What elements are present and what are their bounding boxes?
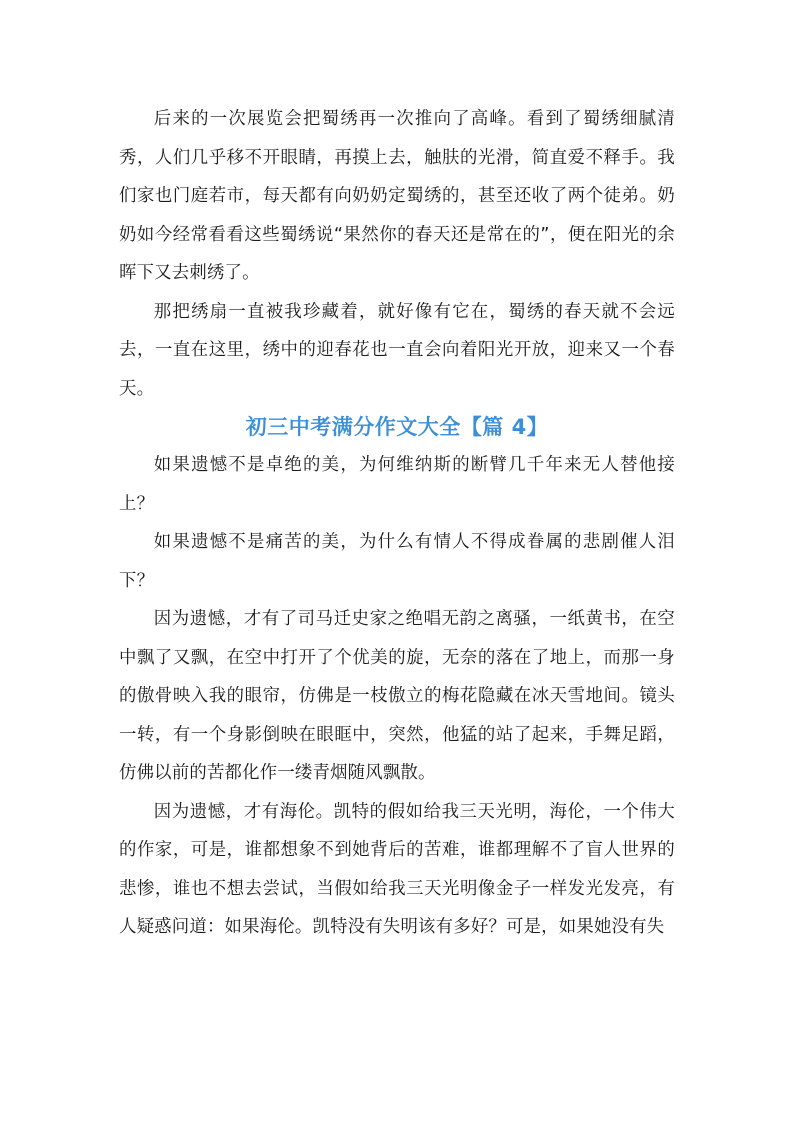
paragraph: 如果遗憾不是卓绝的美，为何维纳斯的断臂几千年来无人替他接上？ xyxy=(119,455,675,514)
paragraph: 那把绣扇一直被我珍藏着，就好像有它在，蜀绣的春天就不会远去，一直在这里，绣中的迎春花也一直会向着阳光开放，迎来又一个春天。 xyxy=(119,301,675,399)
document-body xyxy=(119,100,675,947)
section-heading: 初三中考满分作文大全【篇 4】 xyxy=(245,415,549,439)
paragraph: 因为遗憾，才有海伦。凯特的假如给我三天光明，海伦，一个伟大的作家，可是，谁都想象不到她背后的苦难，谁都理解不了盲人世界的悲惨，谁也不想去尝试，当假如给我三天光明像金子一样发光发亮，有人疑惑问道：如果海伦。凯特没有失明该有多好？可是，如果她没有失 xyxy=(119,801,675,937)
paragraph: 后来的一次展览会把蜀绣再一次推向了高峰。看到了蜀绣细腻清秀，人们几乎移不开眼睛，再摸上去，触肤的光滑，简直爱不释手。我们家也门庭若市，每天都有向奶奶定蜀绣的，甚至还收了两个徒弟。奶奶如今经常看看这些蜀绣说“果然你的春天还是常在的”，便在阳光的余晖下又去刺绣了。 xyxy=(119,109,675,283)
paragraph: 如果遗憾不是痛苦的美，为什么有情人不得成眷属的悲剧催人泪下？ xyxy=(119,532,675,591)
paragraph: 因为遗憾，才有了司马迁史家之绝唱无韵之离骚，一纸黄书，在空中飘了又飘，在空中打开了个优美的旋，无奈的落在了地上，而那一身的傲骨映入我的眼帘，仿佛是一枝傲立的梅花隐藏在冰天雪地间。镜头一转，有一个身影倒映在眼眶中，突然，他猛的站了起来，手舞足蹈，仿佛以前的苦都化作一缕青烟随风飘散。 xyxy=(119,609,675,783)
